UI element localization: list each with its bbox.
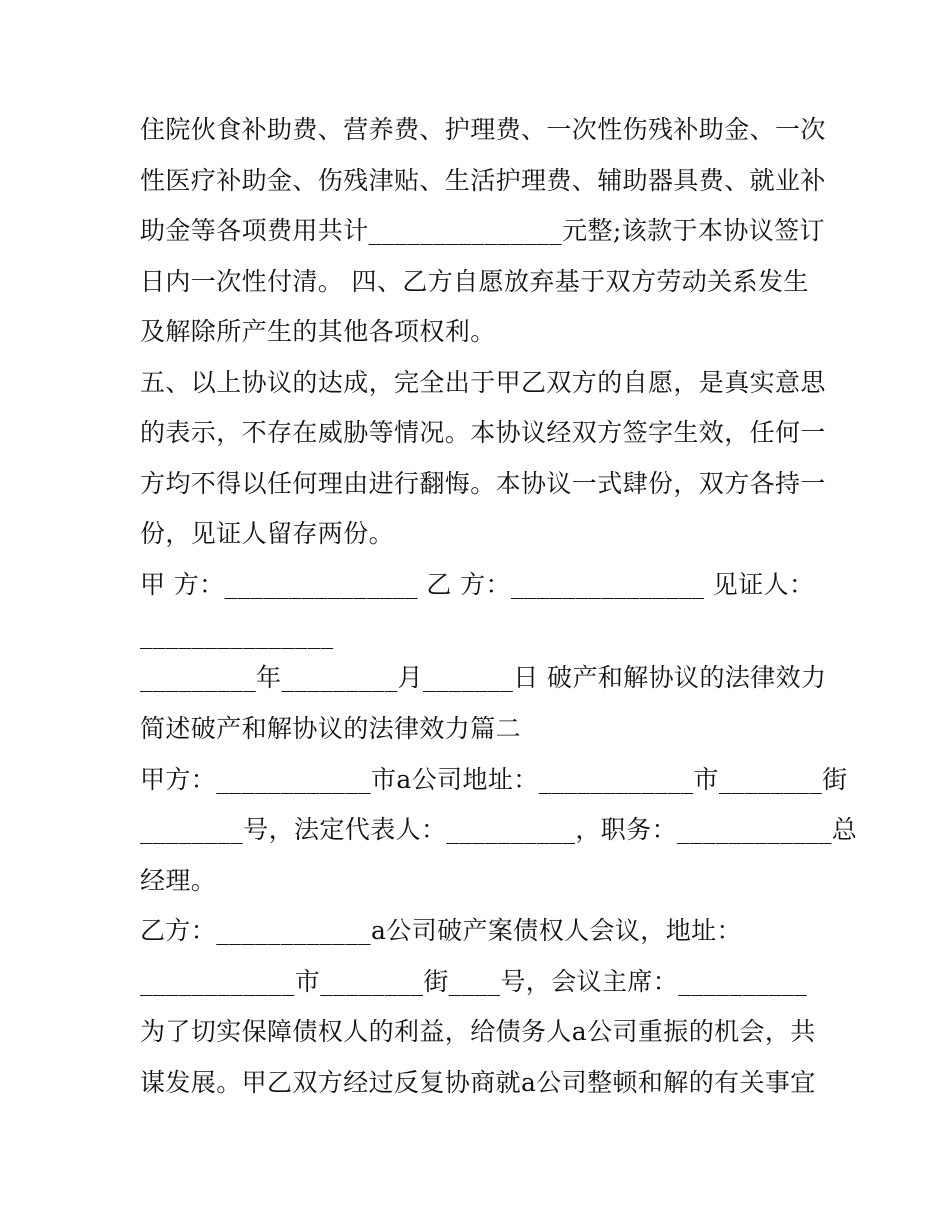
party-a-line: ________号，法定代表人：__________，职务：____________总 [140, 815, 858, 844]
text-line: 助金等各项费用共计_______________元整;该款于本协议签订 [140, 216, 825, 245]
signature-line: 甲 方：_______________ 乙 方：_______________ 见证人： [140, 570, 815, 599]
date-line: _________年_________月_______日 破产和解协议的法律效力 [140, 663, 827, 692]
party-a-line: 经理。 [140, 866, 217, 895]
signature-line: _______________ [140, 620, 334, 649]
text-line: 住院伙食补助费、营养费、护理费、一次性伤残补助金、一次 [140, 115, 826, 144]
text-line: 谋发展。甲乙双方经过反复协商就a公司整顿和解的有关事宜 [140, 1068, 816, 1097]
party-a-line: 甲方：____________市a公司地址：____________市________街 [140, 765, 848, 794]
text-line: 为了切实保障债权人的利益，给债务人a公司重振的机会，共 [140, 1017, 816, 1046]
section-title: 简述破产和解协议的法律效力篇二 [140, 714, 522, 743]
text-line: 方均不得以任何理由进行翻悔。本协议一式肆份，双方各持一 [140, 469, 826, 498]
text-line: 日内一次性付清。 四、乙方自愿放弃基于双方劳动关系发生 [140, 267, 809, 296]
text-line: 的表示，不存在威胁等情况。本协议经双方签字生效，任何一 [140, 418, 826, 447]
text-line: 五、以上协议的达成，完全出于甲乙双方的自愿，是真实意思 [140, 368, 826, 397]
text-line: 及解除所产生的其他各项权利。 [140, 317, 496, 346]
text-line: 性医疗补助金、伤残津贴、生活护理费、辅助器具费、就业补 [140, 166, 826, 195]
party-b-line: ____________市________街____号，会议主席：__________ [140, 967, 808, 996]
party-b-line: 乙方：____________a公司破产案债权人会议，地址： [140, 916, 742, 945]
text-line: 份，见证人留存两份。 [140, 519, 395, 548]
